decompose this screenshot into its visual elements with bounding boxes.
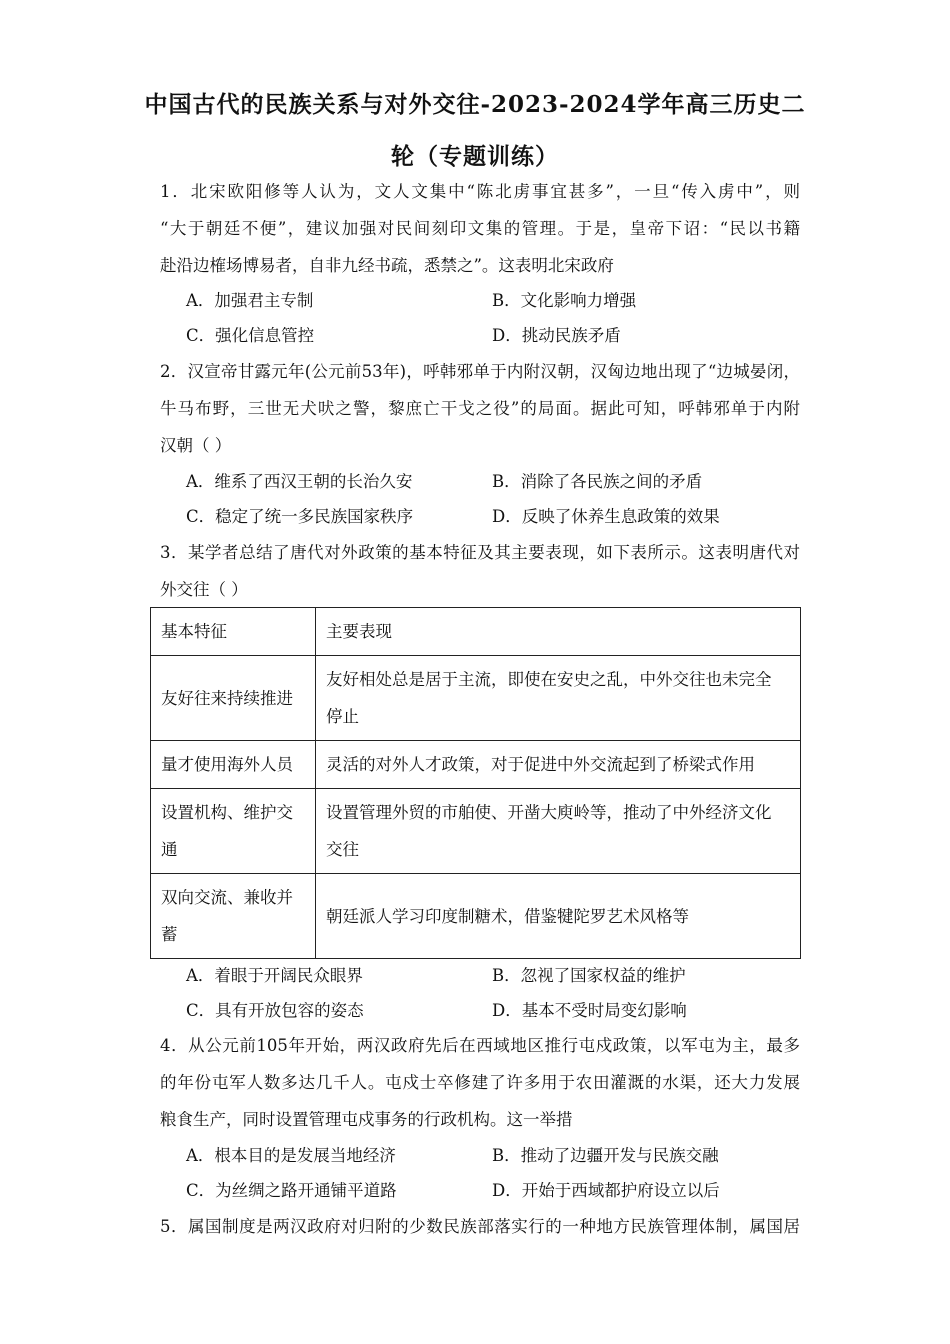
table-row xyxy=(151,789,801,874)
table-cell xyxy=(151,656,316,741)
q3-option-b: B．忽视了国家权益的维护 xyxy=(492,966,686,985)
table-cell xyxy=(316,789,801,874)
table-cell xyxy=(316,874,801,959)
q3-option-c: C．具有开放包容的姿态 xyxy=(186,1001,364,1020)
q3-option-a: A．着眼于开阔民众眼界 xyxy=(186,966,363,985)
q2-option-d: D．反映了休养生息政策的效果 xyxy=(492,507,720,526)
q3-table xyxy=(150,607,801,959)
q1-option-b: B．文化影响力增强 xyxy=(492,291,637,310)
q1-stem-line: 赴沿边榷场博易者，自非九经书疏，悉禁之”。这表明北宋政府 xyxy=(160,256,614,275)
q4-option-a: A．根本目的是发展当地经济 xyxy=(186,1146,396,1165)
table-cell xyxy=(151,874,316,959)
q3-stem-line: 外交往（ ） xyxy=(160,580,248,599)
table-cell xyxy=(151,789,316,874)
cell-text: 朝廷派人学习印度制糖术，借鉴犍陀罗艺术风格等 xyxy=(326,906,689,926)
table-cell xyxy=(151,741,316,789)
cell-text: 蓄 xyxy=(161,925,178,944)
q4-stem-line: 的年份屯军人数多达几千人。屯戍士卒修建了许多用于农田灌溉的水渠，还大力发展 xyxy=(160,1073,800,1092)
q2-stem-line: 汉朝（ ） xyxy=(160,436,232,455)
q1-stem-line: 1．北宋欧阳修等人认为，文人文集中“陈北虏事宜甚多”，一旦“传入虏中”，则 xyxy=(160,182,800,201)
q2-option-a: A．维系了西汉王朝的长治久安 xyxy=(186,472,413,491)
page-title-line2: 轮（专题训练） xyxy=(391,143,559,170)
table-header-cell: 主要表现 xyxy=(316,608,801,656)
q1-option-d: D．挑动民族矛盾 xyxy=(492,326,621,345)
table-row xyxy=(151,741,801,789)
q4-stem-line: 粮食生产，同时设置管理屯戍事务的行政机构。这一举措 xyxy=(160,1110,573,1129)
cell-text: 双向交流、兼收并 xyxy=(161,888,293,907)
q3-stem-line: 3．某学者总结了唐代对外政策的基本特征及其主要表现，如下表所示。这表明唐代对 xyxy=(160,543,800,562)
q2-stem-line: 2．汉宣帝甘露元年(公元前53年)，呼韩邪单于内附汉朝，汉匈边地出现了“边城晏闭， xyxy=(160,362,800,381)
table-header-cell: 基本特征 xyxy=(151,608,316,656)
table-header-row xyxy=(151,608,801,656)
q2-option-c: C．稳定了统一多民族国家秩序 xyxy=(186,507,414,526)
cell-text: 设置管理外贸的市舶使、开凿大庾岭等，推动了中外经济文化 xyxy=(326,803,772,822)
cell-text: 通 xyxy=(161,840,178,859)
table-cell xyxy=(316,656,801,741)
q2-stem-line: 牛马布野，三世无犬吠之警，黎庶亡干戈之役”的局面。据此可知，呼韩邪单于内附 xyxy=(160,399,800,418)
cell-text: 灵活的对外人才政策，对于促进中外交流起到了桥梁式作用 xyxy=(326,755,755,774)
cell-text: 设置机构、维护交 xyxy=(161,803,293,822)
q4-option-b: B．推动了边疆开发与民族交融 xyxy=(492,1146,719,1165)
q3-option-d: D．基本不受时局变幻影响 xyxy=(492,1001,687,1020)
q4-option-c: C．为丝绸之路开通铺平道路 xyxy=(186,1181,397,1200)
cell-text: 友好相处总是居于主流，即使在安史之乱，中外交往也未完全 xyxy=(326,670,772,689)
table-row xyxy=(151,656,801,741)
cell-text: 交往 xyxy=(326,840,359,859)
q1-option-c: C．强化信息管控 xyxy=(186,326,315,345)
cell-text: 停止 xyxy=(326,707,359,726)
q2-option-b: B．消除了各民族之间的矛盾 xyxy=(492,472,703,491)
q1-option-a: A．加强君主专制 xyxy=(186,291,314,310)
q1-stem-line: “大于朝廷不便”，建议加强对民间刻印文集的管理。于是，皇帝下诏：“民以书籍 xyxy=(160,219,800,238)
q4-stem-line: 4．从公元前105年开始，两汉政府先后在西域地区推行屯戍政策，以军屯为主，最多 xyxy=(160,1036,800,1055)
cell-text: 友好往来持续推进 xyxy=(161,688,293,708)
q5-stem-line: 5．属国制度是两汉政府对归附的少数民族部落实行的一种地方民族管理体制，属国居 xyxy=(160,1217,800,1236)
q4-option-d: D．开始于西域都护府设立以后 xyxy=(492,1181,720,1200)
page-title: 中国古代的民族关系与对外交往-2023-2024学年高三历史二 xyxy=(144,91,806,118)
table-row xyxy=(151,874,801,959)
cell-text: 量才使用海外人员 xyxy=(161,755,293,774)
table-cell xyxy=(316,741,801,789)
